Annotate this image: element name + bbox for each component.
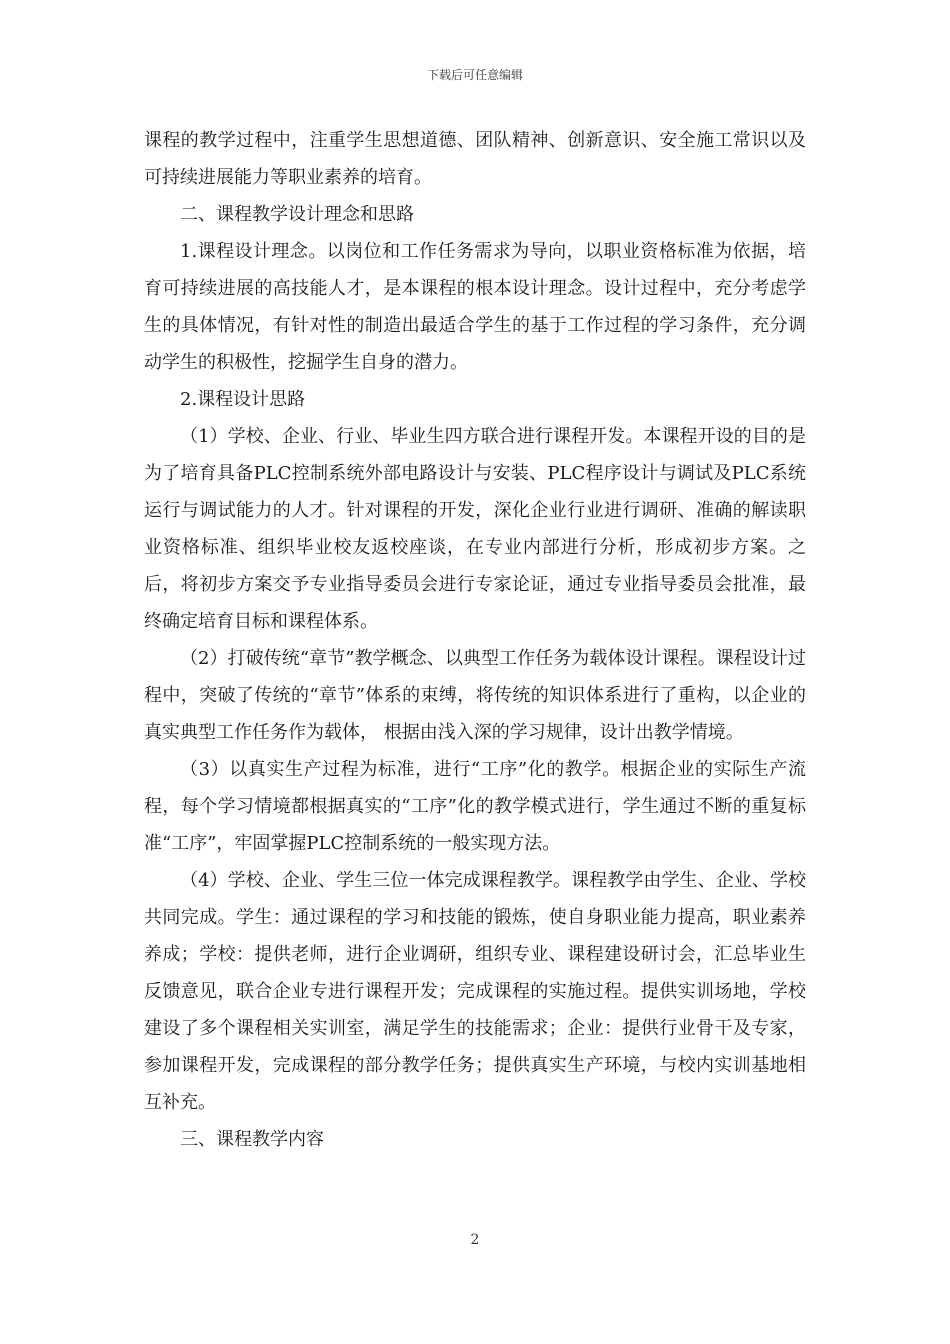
paragraph-item-4: （4）学校、企业、学生三位一体完成课程教学。课程教学由学生、企业、学校共同完成。学生：通过课程的学习和技能的锻炼，使自身职业能力提高，职业素养养成；学校：提供老师，进行企业调研，组织专业、课程建设研讨会，汇总毕业生反馈意见，联合企业专进行课程开发；完成课程的实施过程。提供实训场地，学校建设了多个课程相关实训室，满足学生的技能需求；企业：提供行业骨干及专家，参加课程开发，完成课程的部分教学任务；提供真实生产环境，与校内实训基地相互补充。 <box>144 870 806 1113</box>
section-heading-3: 三、课程教学内容 <box>180 1129 324 1150</box>
paragraph-design-approach-title: 2.课程设计思路 <box>180 389 306 410</box>
document-body <box>144 122 806 1158</box>
paragraph-continuation: 课程的教学过程中，注重学生思想道德、团队精神、创新意识、安全施工常识以及可持续进展能力等职业素养的培育。 <box>144 130 806 188</box>
section-heading-2: 二、课程教学设计理念和思路 <box>180 204 414 225</box>
paragraph-item-3: （3）以真实生产过程为标准，进行“工序”化的教学。根据企业的实际生产流程，每个学习情境都根据真实的“工序”化的教学模式进行，学生通过不断的重复标准“工序”，牢固掌握PLC控制系统的一般实现方法。 <box>144 759 806 854</box>
page-number: 2 <box>470 1232 480 1248</box>
page-header: 下载后可任意编辑 <box>426 68 523 82</box>
paragraph-design-concept: 1.课程设计理念。以岗位和工作任务需求为导向，以职业资格标准为依据，培育可持续进展的高技能人才，是本课程的根本设计理念。设计过程中，充分考虑学生的具体情况，有针对性的制造出最适合学生的基于工作过程的学习条件，充分调动学生的积极性，挖掘学生自身的潜力。 <box>144 241 806 373</box>
paragraph-item-2: （2）打破传统“章节”教学概念、以典型工作任务为载体设计课程。课程设计过程中，突破了传统的“章节”体系的束缚，将传统的知识体系进行了重构，以企业的真实典型工作任务作为载体， 根据由浅入深的学习规律，设计出教学情境。 <box>144 648 806 743</box>
paragraph-item-1: （1）学校、企业、行业、毕业生四方联合进行课程开发。本课程开设的目的是为了培育具备PLC控制系统外部电路设计与安装、PLC程序设计与调试及PLC系统运行与调试能力的人才。针对课程的开发，深化企业行业进行调研、准确的解读职业资格标准、组织毕业校友返校座谈，在专业内部进行分析，形成初步方案。之后，将初步方案交予专业指导委员会进行专家论证，通过专业指导委员会批准，最终确定培育目标和课程体系。 <box>144 426 806 632</box>
